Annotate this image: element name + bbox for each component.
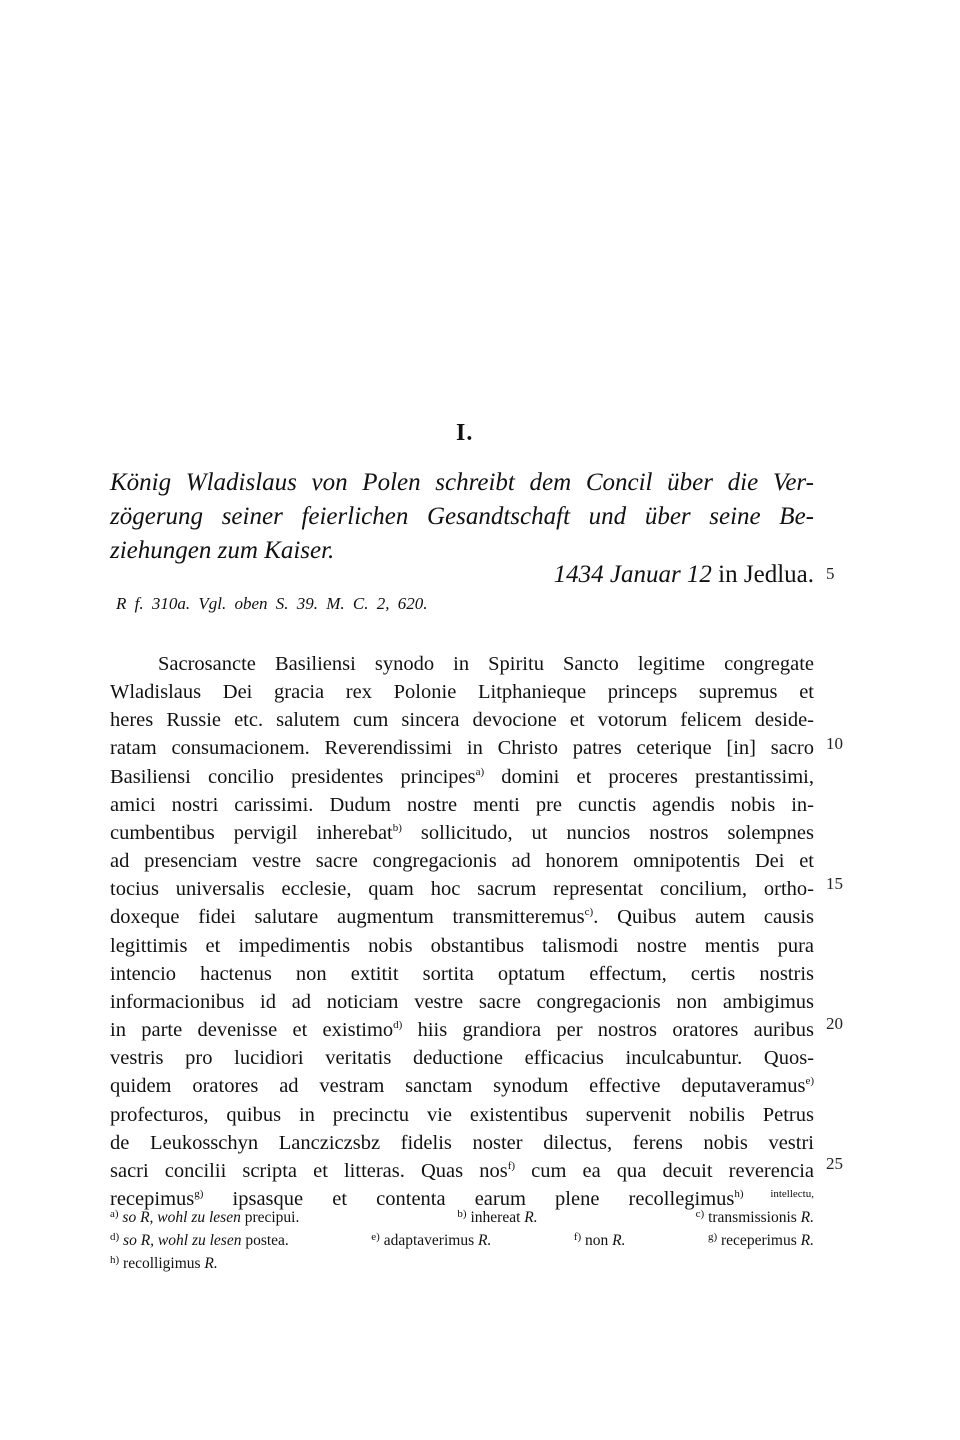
body-text-segment: profecturos, quibus in precinctu vie existentibus supervenit nobilis Petrus — [110, 1103, 814, 1126]
footnote-siglum: R. — [204, 1255, 218, 1272]
body-text-segment: tocius universalis ecclesie, quam hoc sacrum representat concilium, ortho- — [110, 878, 814, 901]
footnote-mark: e) — [371, 1231, 380, 1243]
footnote-reading: non — [585, 1232, 609, 1249]
body-text-segment: Basiliensi concilio presidentes principes — [110, 765, 476, 788]
body-text-segment: domini et proceres prestantissimi, — [484, 765, 814, 788]
footnote-row — [110, 1206, 814, 1229]
footnote-mark: f) — [573, 1231, 582, 1243]
body-line — [110, 1016, 814, 1044]
footnote-mark: c) — [695, 1208, 705, 1220]
footnote — [708, 1229, 814, 1252]
body-line — [110, 1044, 814, 1072]
footnote-siglum: R. — [612, 1232, 626, 1249]
body-text-segment: legittimis et impedimentis nobis obstantibus talismodi nostre mentis pura — [110, 934, 814, 957]
body-text-segment: Wladislaus Dei gracia rex Polonie Litphanieque princeps supremus et — [110, 681, 814, 704]
footnote-mark: g) — [707, 1231, 718, 1243]
body-line — [110, 763, 814, 791]
line-number: 25 — [826, 1154, 843, 1173]
body-line — [110, 1129, 814, 1157]
footnote — [110, 1229, 289, 1252]
body-line — [110, 819, 814, 847]
body-text-segment: in parte devenisse et existimo — [110, 1019, 394, 1042]
body-line — [110, 1157, 814, 1185]
body-text-segment: intencio hactenus non extitit sortita optatum effectum, certis nostris — [110, 962, 814, 985]
footnote-siglum: R. — [524, 1209, 538, 1226]
body-text-segment: Sacrosancte Basiliensi synodo in Spiritu Sancto legitime congregate — [158, 653, 814, 675]
body-text-segment: sollicitudo, ut nuncios nostros solempnes — [401, 821, 814, 844]
body-line — [110, 988, 814, 1016]
body-text-segment: ipsasque et contenta earum plene recollegimus — [203, 1187, 735, 1210]
body-line — [110, 678, 814, 706]
footnotes — [110, 1206, 814, 1275]
line-number: 20 — [826, 1014, 843, 1033]
footnote-mark: b) — [457, 1208, 467, 1220]
body-line — [110, 734, 814, 762]
footnote-reading: recolligimus — [123, 1255, 201, 1272]
footnote-reading: adaptaverimus — [383, 1232, 475, 1249]
body-line — [110, 875, 814, 903]
body-text-segment: cum ea qua decuit reverencia — [515, 1159, 814, 1182]
footnote — [110, 1206, 299, 1229]
body-line — [110, 1101, 814, 1129]
footnote-mark: d) — [110, 1231, 120, 1243]
footnote-siglum: R. — [477, 1232, 492, 1249]
footnote-marker: f) — [507, 1159, 516, 1172]
body-line — [110, 960, 814, 988]
dateline-place: in Jedlua. — [718, 561, 814, 588]
footnote-marker: a) — [475, 765, 485, 778]
document-heading — [110, 466, 814, 568]
body-text-segment: recepimus — [110, 1187, 195, 1210]
dateline — [554, 560, 814, 590]
footnote-marker: d) — [393, 1019, 403, 1032]
footnote-marker: h) — [734, 1187, 744, 1200]
footnote-marker: e) — [805, 1075, 814, 1088]
line-number: 10 — [826, 734, 843, 753]
footnote-reading: postea. — [245, 1232, 289, 1249]
footnote-mark: a) — [110, 1208, 119, 1220]
footnote-mark: h) — [110, 1254, 120, 1266]
body-text-segment: ratam consumacionem. Reverendissimi in Christo patres ceterique [in] sacro — [110, 737, 814, 760]
body-text-segment: hiis grandiora per nostros oratores auribus — [402, 1019, 814, 1042]
footnote — [696, 1206, 814, 1229]
footnote-row — [110, 1229, 814, 1252]
footnote-reading: transmissionis — [708, 1209, 797, 1226]
body-text-segment: doxeque fidei salutare augmentum transmitteremus — [110, 906, 585, 929]
footnote-reading: inhereat — [470, 1209, 521, 1226]
body-text-segment: . Quibus autem causis — [593, 906, 814, 929]
source-reference: R f. 310a. Vgl. oben S. 39. M. C. 2, 620. — [116, 594, 428, 613]
body-line — [110, 932, 814, 960]
body-line — [110, 903, 814, 931]
footnote-row — [110, 1252, 814, 1275]
document-numeral: I. — [456, 420, 474, 446]
letter-body — [110, 650, 814, 1213]
body-text-segment: de Leukosschyn Lancziczsbz fidelis noster dilectus, ferens nobis vestri — [110, 1131, 814, 1154]
footnote-reading: receperimus — [721, 1232, 797, 1249]
footnote-editorial: so R, wohl zu lesen — [122, 1209, 241, 1226]
body-text-segment: quidem oratores ad vestram sanctam synodum effective deputaveramus — [110, 1075, 806, 1098]
body-line — [110, 791, 814, 819]
heading-line: König Wladislaus von Polen schreibt dem Concil über die Ver- — [110, 469, 814, 496]
footnote — [371, 1229, 491, 1252]
footnote-marker: c) — [584, 906, 594, 919]
body-text-segment: cumbentibus pervigil inherebat — [110, 821, 393, 844]
footnote-marker: b) — [392, 821, 402, 834]
body-line — [110, 650, 814, 678]
footnote-editorial: so R, wohl zu lesen — [123, 1232, 242, 1249]
footnote — [457, 1206, 537, 1229]
line-number: 5 — [826, 564, 835, 583]
body-line — [110, 847, 814, 875]
body-text-segment: heres Russie etc. salutem cum sincera devocione et votorum felicem deside- — [110, 709, 814, 732]
footnote-marker: intellectu, — [743, 1187, 814, 1200]
heading-line: ziehungen zum Kaiser. — [110, 537, 335, 564]
footnote-siglum: R. — [800, 1232, 814, 1249]
body-text-segment: informacionibus id ad noticiam vestre sacre congregacionis non ambigimus — [110, 990, 814, 1013]
footnote-siglum: R. — [800, 1209, 814, 1226]
footnote — [110, 1252, 218, 1275]
footnote — [574, 1229, 626, 1252]
body-line — [110, 1072, 814, 1100]
body-line — [110, 706, 814, 734]
dateline-date: 1434 Januar 12 — [553, 561, 712, 588]
body-text-segment: sacri concilii scripta et litteras. Quas nos — [110, 1159, 508, 1182]
footnote-reading: precipui. — [244, 1209, 300, 1226]
heading-line: zögerung seiner feierlichen Gesandtschaft und über seine Be- — [110, 503, 814, 530]
body-text-segment: amici nostri carissimi. Dudum nostre menti pre cunctis agendis nobis in- — [110, 793, 814, 816]
body-text-segment: vestris pro lucidiori veritatis deductione efficacius inculcabuntur. Quos- — [110, 1047, 814, 1070]
body-text-segment: ad presenciam vestre sacre congregacionis ad honorem omnipotentis Dei et — [110, 850, 814, 873]
footnote-marker: g) — [194, 1187, 204, 1200]
line-number: 15 — [826, 874, 843, 893]
